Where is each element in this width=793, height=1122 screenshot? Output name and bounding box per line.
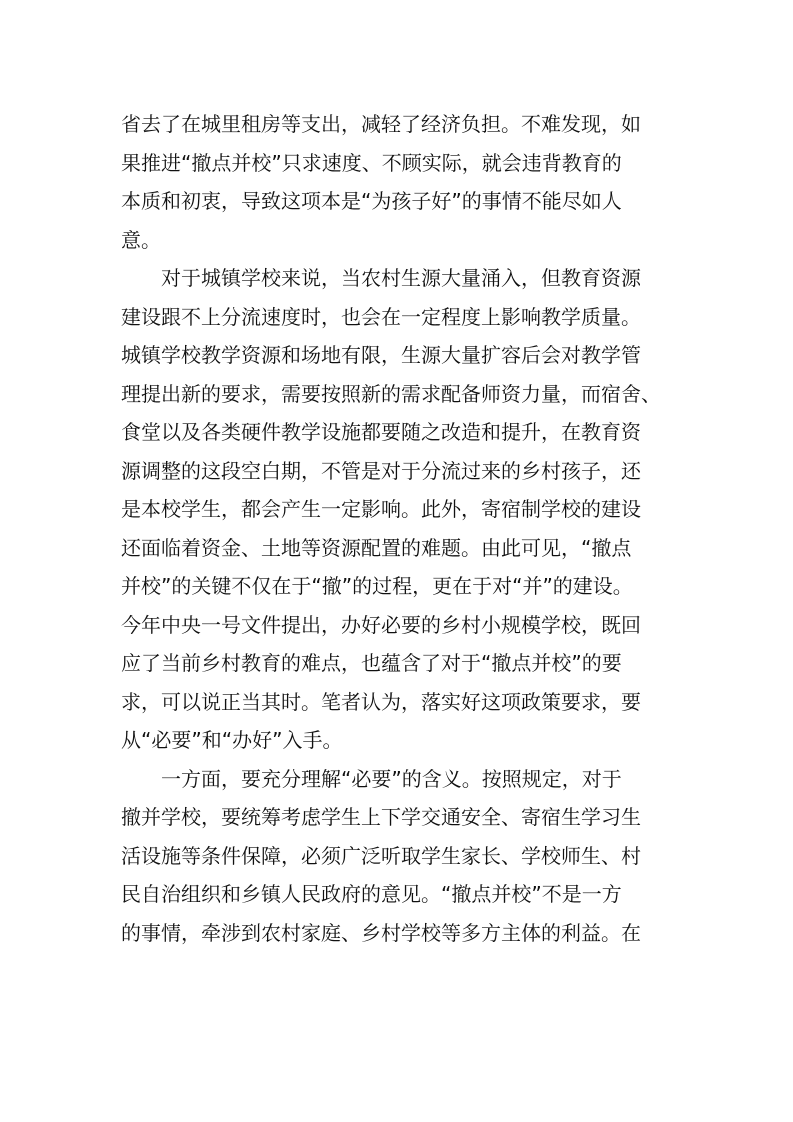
text-line: 源调整的这段空白期，不管是对于分流过来的乡村孩子，还 bbox=[121, 458, 641, 483]
text-line: 果推进“撤点并校”只求速度、不顾实际，就会违背教育的 bbox=[121, 150, 622, 175]
text-line: 理提出新的要求，需要按照新的需求配备师资力量，而宿舍、 bbox=[121, 381, 661, 406]
text-line: 一方面，要充分理解“必要”的含义。按照规定，对于 bbox=[121, 766, 622, 791]
text-line: 从“必要”和“办好”入手。 bbox=[121, 728, 343, 752]
text-line: 还面临着资金、土地等资源配置的难题。由此可见，“撤点 bbox=[121, 535, 632, 560]
text-line: 意。 bbox=[121, 227, 161, 252]
text-line: 本质和初衷，导致这项本是“为孩子好”的事情不能尽如人 bbox=[121, 189, 622, 213]
text-line: 城镇学校教学资源和场地有限，生源大量扩容后会对教学管 bbox=[121, 343, 641, 367]
text-line: 今年中央一号文件提出，办好必要的乡村小规模学校，既回 bbox=[121, 612, 641, 637]
body-text bbox=[121, 105, 681, 952]
text-line: 建设跟不上分流速度时，也会在一定程度上影响教学质量。 bbox=[121, 304, 641, 329]
text-line: 是本校学生，都会产生一定影响。此外，寄宿制学校的建设 bbox=[121, 497, 641, 521]
text-line: 活设施等条件保障，必须广泛听取学生家长、学校师生、村 bbox=[121, 843, 641, 868]
text-line: 省去了在城里租房等支出，减轻了经济负担。不难发现，如 bbox=[121, 112, 641, 136]
text-line: 应了当前乡村教育的难点，也蕴含了对于“撤点并校”的要 bbox=[121, 651, 622, 675]
text-line: 并校”的关键不仅在于“撤”的过程，更在于对“并”的建设。 bbox=[121, 574, 633, 598]
text-line: 对于城镇学校来说，当农村生源大量涌入，但教育资源 bbox=[121, 266, 641, 290]
text-line: 的事情，牵涉到农村家庭、乡村学校等多方主体的利益。在 bbox=[121, 920, 641, 945]
text-line: 食堂以及各类硬件教学设施都要随之改造和提升，在教育资 bbox=[121, 420, 641, 444]
text-line: 民自治组织和乡镇人民政府的意见。“撤点并校”不是一方 bbox=[121, 882, 622, 906]
text-line: 撤并学校，要统筹考虑学生上下学交通安全、寄宿生学习生 bbox=[121, 805, 641, 829]
text-line: 求，可以说正当其时。笔者认为，落实好这项政策要求，要 bbox=[121, 689, 641, 714]
